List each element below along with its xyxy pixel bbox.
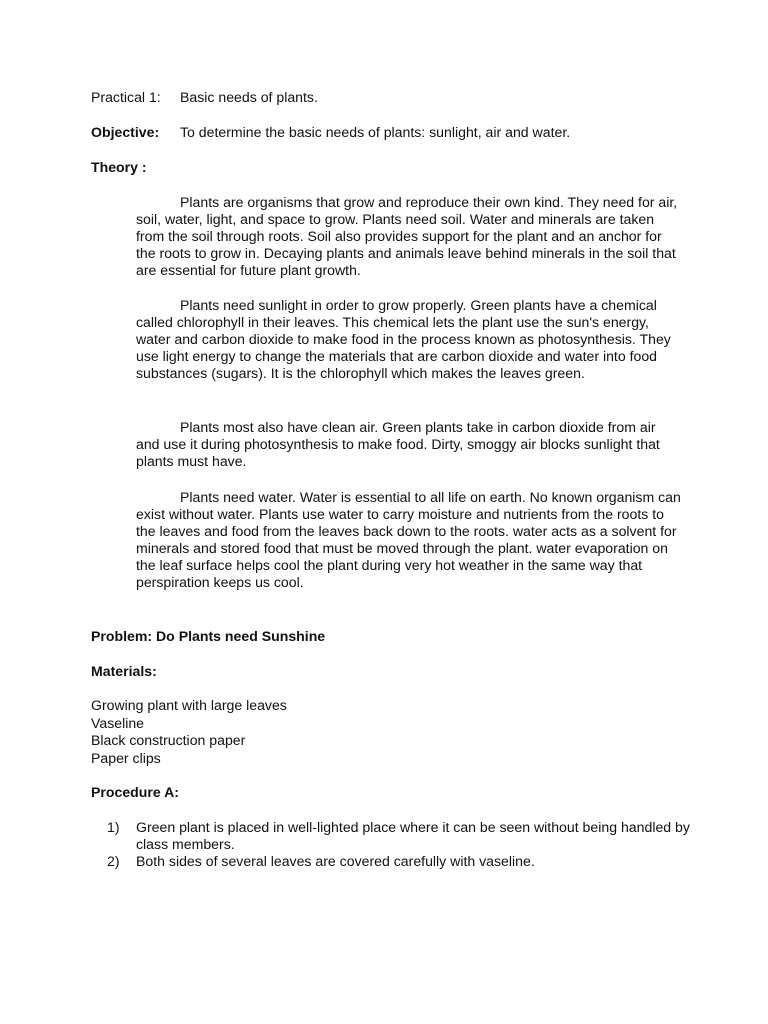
objective-label: Objective: — [91, 124, 160, 140]
theory-heading: Theory : — [91, 159, 147, 175]
materials-item: Paper clips — [91, 749, 161, 766]
procedure-a-heading: Procedure A: — [91, 784, 179, 800]
procedure-step — [91, 819, 691, 853]
materials-list — [91, 697, 287, 767]
procedure-step — [91, 853, 691, 870]
materials-heading: Materials: — [91, 663, 157, 679]
theory-paragraph-2: Plants need sunlight in order to grow properly. Green plants have a chemical called chlorophyll in their leaves. This chemical lets the plant use the sun's energy, water and carbon dioxide to make food in the process known as photosynthesis. They use light energy to change the materials that are carbon dioxide and water into food substances (sugars). It is the chlorophyll which makes the leaves green. — [136, 297, 671, 381]
materials-item: Vaseline — [91, 714, 145, 731]
practical-title: Basic needs of plants. — [180, 89, 318, 105]
step-number: 1) — [107, 819, 120, 835]
materials-item: Growing plant with large leaves — [91, 697, 287, 713]
practical-line — [91, 89, 318, 106]
materials-item: Black construction paper — [91, 732, 246, 748]
objective-line — [91, 124, 570, 141]
objective-text: To determine the basic needs of plants: sunlight, air and water. — [180, 124, 571, 140]
procedure-a-steps — [91, 819, 691, 870]
step-text: Both sides of several leaves are covered carefully with vaseline. — [136, 853, 535, 869]
theory-paragraph-4: Plants need water. Water is essential to all life on earth. No known organism can exist without water. Plants use water to carry moisture and nutrients from the roots to the leaves and food from the leaves back down to the roots. water acts as a solvent for minerals and stored food that must be moved through the plant. water evaporation on the leaf surface helps cool the plant during very hot weather in the same way that perspiration keeps us cool. — [136, 489, 681, 590]
problem-heading: Problem: Do Plants need Sunshine — [91, 628, 326, 644]
theory-paragraph-1: Plants are organisms that grow and reproduce their own kind. They need for air, soil, water, light, and space to grow. Plants need soil. Water and minerals are taken from the soil through roots. Soil also provides support for the plant and an anchor for the roots to grow in. Decaying plants and animals leave behind minerals in the soil that are essential for future plant growth. — [136, 194, 678, 278]
step-text: Green plant is placed in well-lighted place where it can be seen without being handled by class members. — [136, 819, 690, 852]
step-number: 2) — [107, 853, 120, 869]
practical-label: Practical 1: — [91, 89, 161, 105]
theory-paragraph-3: Plants most also have clean air. Green plants take in carbon dioxide from air and use it during photosynthesis to make food. Dirty, smoggy air blocks sunlight that plants must have. — [136, 419, 660, 469]
